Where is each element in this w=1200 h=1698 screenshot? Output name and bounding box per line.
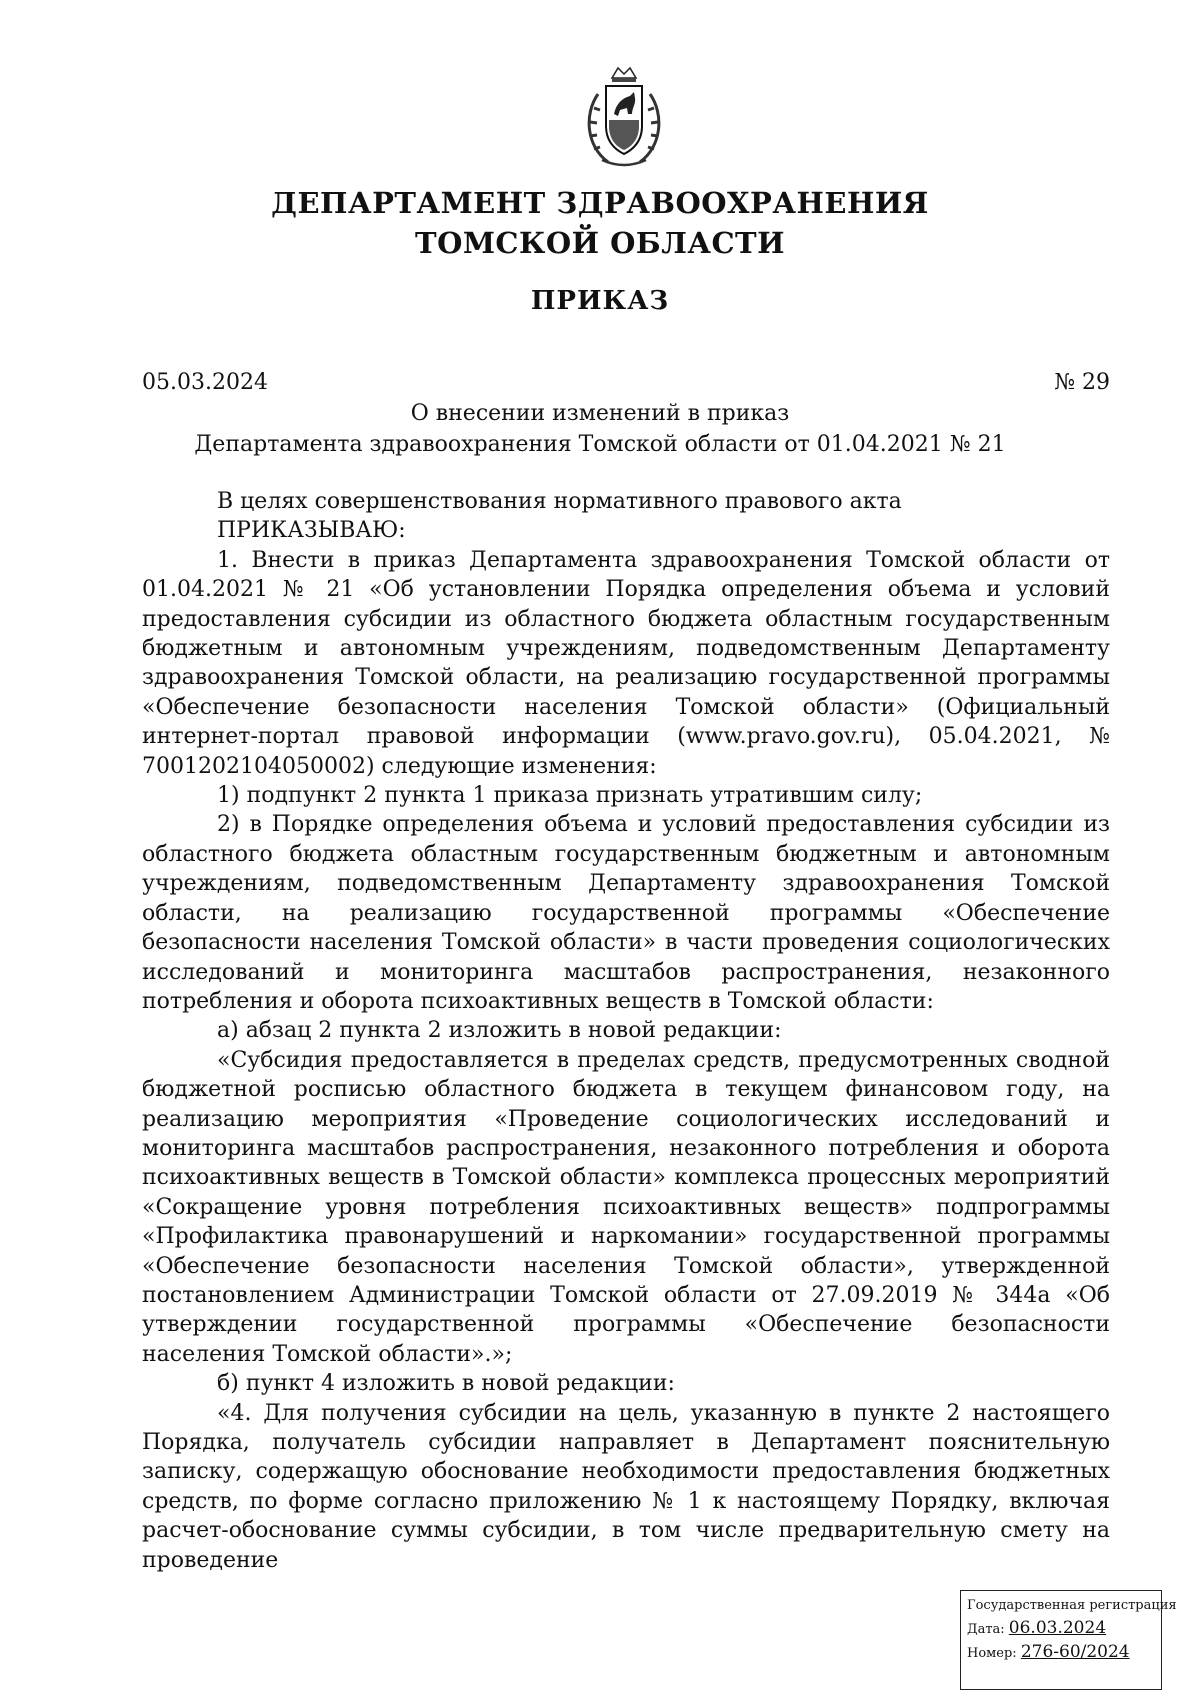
coat-of-arms-icon xyxy=(578,64,670,174)
order-number: № 29 xyxy=(1054,370,1110,395)
registration-date-label: Дата: xyxy=(967,1622,1005,1637)
paragraph-subitem-2: 2) в Порядке определения объема и условий предоставления субсидии из областного бюджета областным государственным бюджетным и автономным учреждениям, подведомственным Департаменту здравоохранения Томской области, на реализацию государственной программы «Обеспечение безопасности населения Томской области» в части проведения социологических исследований и мониторинга масштабов распространения, незаконного потребления и оборота психоактивных веществ в Томской области: xyxy=(142,812,1110,1014)
paragraph-quote-b: «4. Для получения субсидии на цель, указанную в пункте 2 настоящего Порядка, получатель субсидии направляет в Департамент пояснительную записку, содержащую обоснование необходимости предоставления бюджетных средств, по форме согласно приложению № 1 к настоящему Порядку, включая расчет-обоснование суммы субсидии, в том числе предварительную смету на проведение xyxy=(142,1400,1110,1573)
registration-stamp xyxy=(960,1590,1177,1690)
paragraph-subitem-a: а) абзац 2 пункта 2 изложить в новой редакции: xyxy=(217,1018,782,1044)
paragraph-item-1: 1. Внести в приказ Департамента здравоохранения Томской области от 01.04.2021 № 21 «Об установлении Порядка определения объема и условий предоставления субсидии из областного бюджета областным государственным бюджетным и автономным учреждениям, подведомственным Департаменту здравоохранения Томской области, на реализацию государственной программы «Обеспечение безопасности населения Томской области» (Официальный интернет-портал правовой информации (www.pravo.gov.ru), 05.04.2021, № 7001202104050002) следующие изменения: xyxy=(142,547,1110,779)
registration-date-row xyxy=(967,1617,1155,1641)
org-name-line2: ТОМСКОЙ ОБЛАСТИ xyxy=(414,226,786,260)
order-subject xyxy=(0,398,1200,460)
paragraph-quote-a: «Субсидия предоставляется в пределах средств, предусмотренных сводной бюджетной росписью областного бюджета в текущем финансовом году, на реализацию мероприятия «Проведение социологических исследований и мониторинга масштабов распространения, незаконного потребления и оборота психоактивных веществ в Томской области» комплекса процессных мероприятий «Сокращение уровня потребления психоактивных веществ» подпрограммы «Профилактика правонарушений и наркомании» государственной программы «Обеспечение безопасности населения Томской области», утвержденной постановлением Администрации Томской области от 27.09.2019 № 344а «Об утверждении государственной программы «Обеспечение безопасности населения Томской области».»; xyxy=(142,1047,1110,1367)
paragraph-subitem-b: б) пункт 4 изложить в новой редакции: xyxy=(217,1371,675,1397)
org-name-line1: ДЕПАРТАМЕНТ ЗДРАВООХРАНЕНИЯ xyxy=(271,186,929,220)
order-date: 05.03.2024 xyxy=(142,370,268,395)
paragraph-subitem-1: 1) подпункт 2 пункта 1 приказа признать утратившим силу; xyxy=(217,783,923,809)
registration-number-row xyxy=(967,1641,1155,1665)
paragraph-preamble: В целях совершенствования нормативного правового акта xyxy=(217,489,902,514)
registration-number-value: 276-60/2024 xyxy=(1020,1642,1130,1662)
registration-title: Государственная регистрация xyxy=(967,1598,1177,1613)
subject-line2: Департамента здравоохранения Томской области от 01.04.2021 № 21 xyxy=(194,432,1006,457)
registration-date-value: 06.03.2024 xyxy=(1008,1618,1107,1638)
order-body xyxy=(142,487,1110,1575)
registration-number-label: Номер: xyxy=(967,1646,1017,1661)
document-type: ПРИКАЗ xyxy=(530,286,670,316)
subject-line1: О внесении изменений в приказ xyxy=(410,401,790,426)
paragraph-order-word: ПРИКАЗЫВАЮ: xyxy=(217,518,406,544)
